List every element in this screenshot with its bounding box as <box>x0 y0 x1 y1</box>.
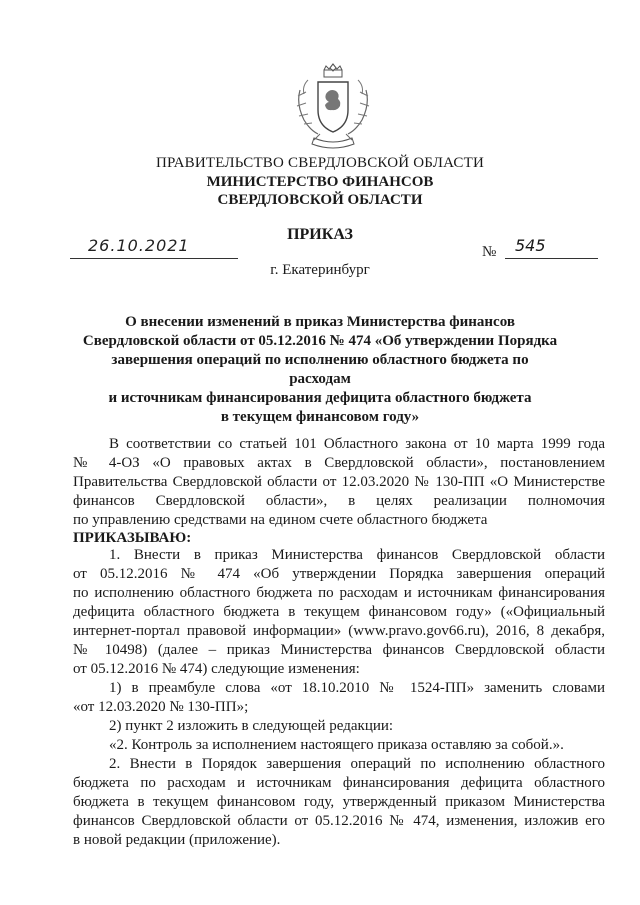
government-name: ПРАВИТЕЛЬСТВО СВЕРДЛОВСКОЙ ОБЛАСТИ <box>155 155 485 171</box>
title-line: в текущем финансовом году» <box>220 409 420 425</box>
body-line: от 05.12.2016 № 474 «Об утверждении Порядка завершения операций <box>73 566 605 582</box>
body-line: 2) пункт 2 изложить в следующей редакции: <box>109 718 394 734</box>
document-title <box>80 313 560 427</box>
body-line: «от 12.03.2020 № 130-ПП»; <box>73 699 249 715</box>
coat-of-arms-emblem <box>290 60 376 150</box>
number-label: № <box>482 244 497 260</box>
body-line: 1) в преамбуле слова «от 18.10.2010 № 1524-ПП» заменить словами <box>109 680 605 696</box>
body-line: № 4-ОЗ «О правовых актах в Свердловской области», постановлением <box>73 455 605 471</box>
city: г. Екатеринбург <box>270 262 370 278</box>
body-line: Правительства Свердловской области от 12.03.2020 № 130-ПП «О Министерстве <box>73 474 605 490</box>
body-line: 2. Внести в Порядок завершения операций по исполнению областного <box>109 756 605 772</box>
body-line: в новой редакции (приложение). <box>73 832 281 848</box>
document-type: ПРИКАЗ <box>287 226 353 243</box>
body-line: 1. Внести в приказ Министерства финансов Свердловской области <box>109 547 605 563</box>
body-line: В соответствии со статьей 101 Областного закона от 10 марта 1999 года <box>109 436 605 452</box>
body-line: «2. Контроль за исполнением настоящего приказа оставляю за собой.». <box>109 737 564 753</box>
region-name: СВЕРДЛОВСКОЙ ОБЛАСТИ <box>217 192 423 208</box>
body-line: бюджета в текущем финансовом году, утвержденный приказом Министерства <box>73 794 605 810</box>
date-field <box>70 236 238 259</box>
ministry-name: МИНИСТЕРСТВО ФИНАНСОВ <box>206 174 434 190</box>
handwritten-number: 545 <box>515 236 546 255</box>
body-line: финансов Свердловской области», в целях реализации полномочия <box>73 493 605 509</box>
title-line: Свердловской области от 05.12.2016 № 474 «Об утверждении Порядка <box>82 333 558 349</box>
handwritten-date: 26.10.2021 <box>88 236 190 255</box>
body-line: дефицита областного бюджета в текущем финансовом году» («Официальный <box>73 604 605 620</box>
body-line: бюджета по расходам и источникам финансирования дефицита областного <box>73 775 605 791</box>
body-line: финансов Свердловской области от 05.12.2016 № 474, изменения, изложив его <box>73 813 605 829</box>
body-line: от 05.12.2016 № 474) следующие изменения: <box>73 661 360 677</box>
body-line: интернет-портал правовой информации» (www.pravo.gov66.ru), 2016, 8 декабря, <box>73 623 605 639</box>
body-line: № 10498) (далее – приказ Министерства финансов Свердловской области <box>73 642 605 658</box>
title-line: О внесении изменений в приказ Министерства финансов <box>125 314 515 330</box>
number-field <box>505 236 598 259</box>
order-keyword: ПРИКАЗЫВАЮ: <box>73 530 192 546</box>
body-line: по управлению средствами на едином счете областного бюджета <box>73 512 488 528</box>
body-line: по исполнению областного бюджета по расходам и источникам финансирования <box>73 585 605 601</box>
title-line: и источникам финансирования дефицита областного бюджета <box>108 390 532 406</box>
title-line: завершения операций по исполнению областного бюджета по расходам <box>111 352 529 387</box>
